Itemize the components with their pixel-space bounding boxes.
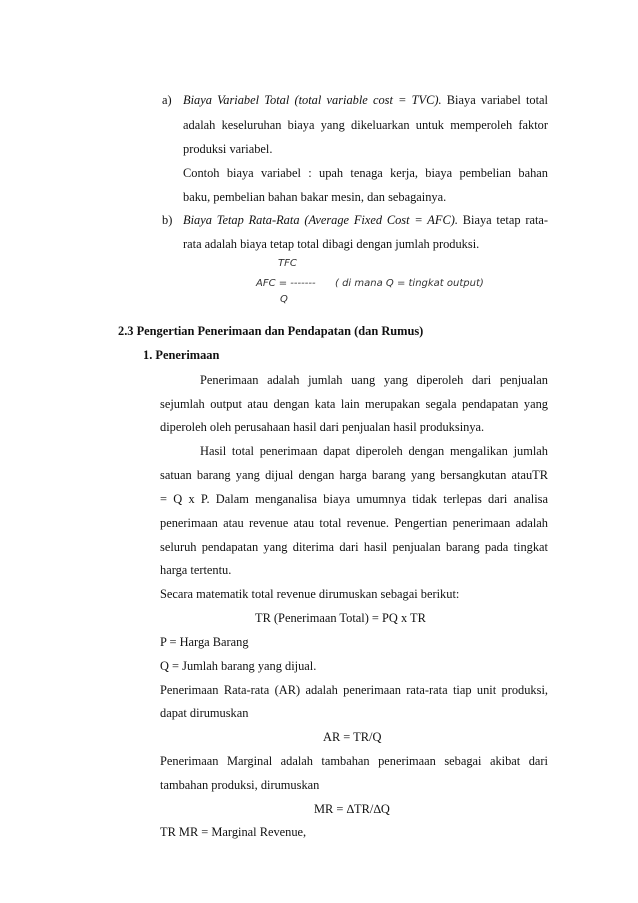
afc-formula-denominator: Q	[280, 294, 288, 305]
item-b-term: Biaya Tetap Rata-Rata (Average Fixed Cost = AFC).	[183, 213, 458, 227]
item-b-line-1	[183, 213, 548, 228]
paragraph-2-line-3: = Q x P. Dalam menganalisa biaya umumnya tidak terlepas dari analisa	[160, 492, 548, 506]
afc-formula-lhs: AFC = -------	[256, 278, 316, 289]
item-a-line-5: baku, pembelian bahan bakar mesin, dan sebagainya.	[183, 190, 447, 204]
section-heading: 2.3 Pengertian Penerimaan dan Pendapatan (dan Rumus)	[118, 324, 424, 338]
paragraph-1-line-3: diperoleh oleh perusahaan hasil dari penjualan hasil produksinya.	[160, 420, 485, 434]
p-definition: P = Harga Barang	[160, 635, 249, 649]
mr-definition: TR MR = Marginal Revenue,	[160, 825, 307, 839]
ar-text-line-1: Penerimaan Rata-rata (AR) adalah penerimaan rata-rata tiap unit produksi,	[160, 683, 548, 697]
ar-formula: AR = TR/Q	[323, 730, 382, 744]
mr-text-line-2: tambahan produksi, dirumuskan	[160, 778, 320, 792]
paragraph-1-line-1: Penerimaan adalah jumlah uang yang diperoleh dari penjualan	[200, 373, 548, 387]
item-b-line-1-rest: Biaya tetap rata-	[457, 213, 549, 227]
item-a-marker: a)	[162, 93, 172, 107]
afc-formula-numerator: TFC	[278, 258, 297, 269]
item-b-marker: b)	[162, 213, 173, 227]
item-a-line-4: Contoh biaya variabel : upah tenaga kerja, biaya pembelian bahan	[183, 166, 548, 180]
mr-text-line-1: Penerimaan Marginal adalah tambahan penerimaan sebagai akibat dari	[160, 754, 548, 768]
q-definition: Q = Jumlah barang yang dijual.	[160, 659, 317, 673]
item-a-line-3: produksi variabel.	[183, 142, 273, 156]
item-a-term: Biaya Variabel Total (total variable cost = TVC).	[183, 93, 442, 107]
item-b-line-2: rata adalah biaya tetap total dibagi dengan jumlah produksi.	[183, 237, 480, 251]
mr-formula: MR = ∆TR/∆Q	[314, 802, 390, 816]
paragraph-2-line-1: Hasil total penerimaan dapat diperoleh dengan mengalikan jumlah	[200, 444, 548, 458]
ar-text-line-2: dapat dirumuskan	[160, 706, 249, 720]
paragraph-2-line-2: satuan barang yang dijual dengan harga barang yang bersangkutan atauTR	[160, 468, 548, 482]
paragraph-2-line-6: harga tertentu.	[160, 563, 232, 577]
paragraph-2-line-4: penerimaan atau revenue atau total revenue. Pengertian penerimaan adalah	[160, 516, 548, 530]
paragraph-2-line-5: seluruh pendapatan yang diterima dari hasil penjualan barang pada tingkat	[160, 540, 548, 554]
afc-formula-note: ( di mana Q = tingkat output)	[335, 278, 484, 289]
tr-formula: TR (Penerimaan Total) = PQ x TR	[255, 611, 426, 625]
item-a-line-1-rest: Biaya variabel total	[441, 93, 548, 107]
tr-intro: Secara matematik total revenue dirumuskan sebagai berikut:	[160, 587, 460, 601]
subheading-penerimaan: 1. Penerimaan	[143, 348, 220, 362]
item-a-line-2: adalah keseluruhan biaya yang dikeluarkan untuk memperoleh faktor	[183, 118, 548, 132]
item-a-line-1	[183, 93, 548, 108]
paragraph-1-line-2: sejumlah output atau dengan kata lain merupakan segala pendapatan yang	[160, 397, 548, 411]
